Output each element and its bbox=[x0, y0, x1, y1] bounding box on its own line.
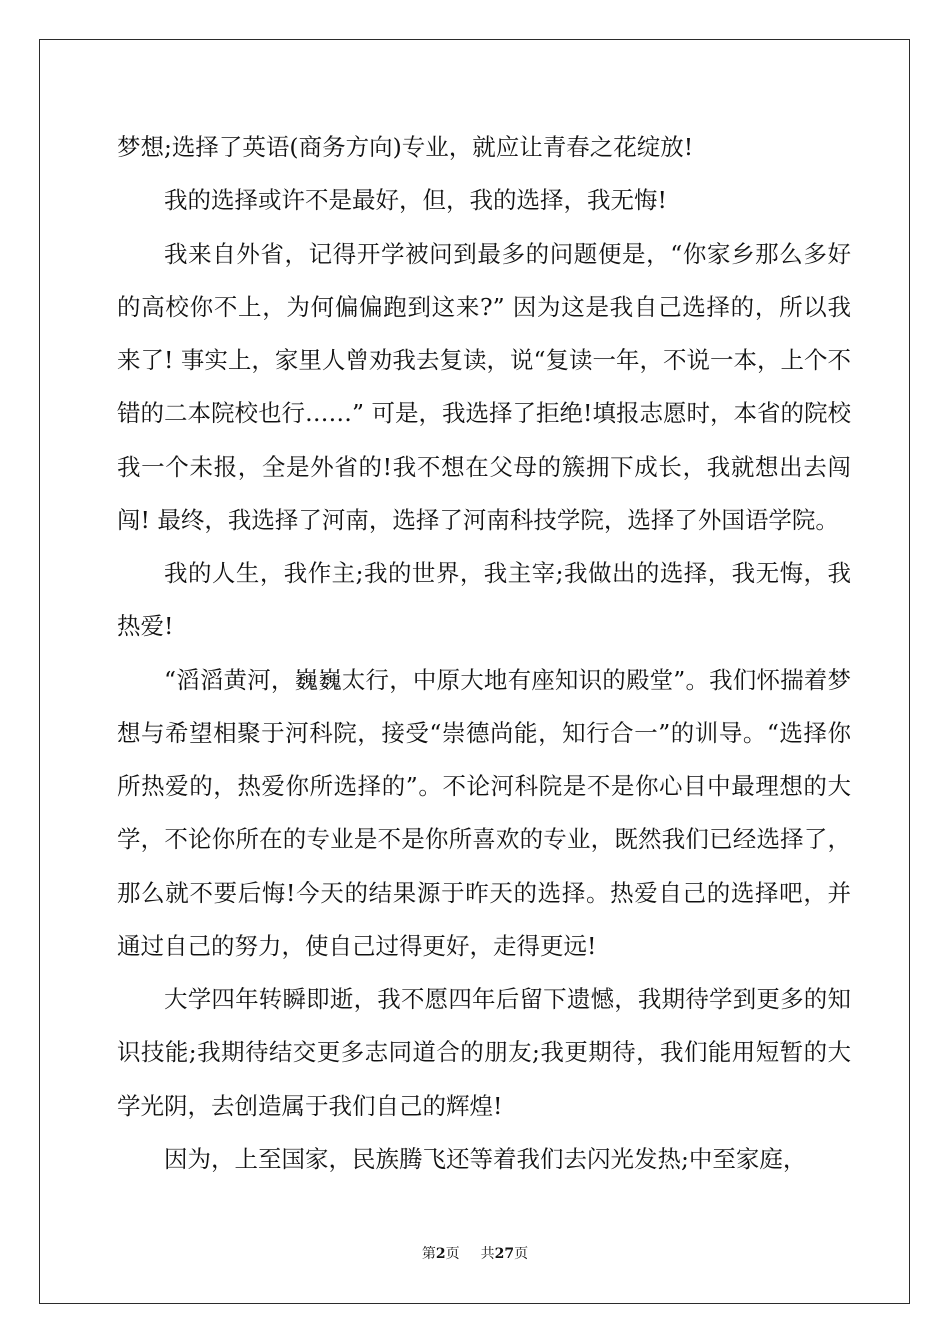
paragraph: 大学四年转瞬即逝，我不愿四年后留下遗憾，我期待学到更多的知识技能;我期待结交更多志同道合的朋友;我更期待，我们能用短暂的大学光阴，去创造属于我们自己的辉煌! bbox=[117, 985, 851, 1120]
page-label-suffix: 页 bbox=[445, 1246, 460, 1262]
total-label-suffix: 页 bbox=[514, 1246, 529, 1262]
total-label-prefix: 共 bbox=[480, 1246, 495, 1262]
document-body bbox=[117, 121, 851, 1186]
page-label-prefix: 第 bbox=[421, 1246, 436, 1262]
paragraph: 我来自外省，记得开学被问到最多的问题便是，“你家乡那么多好的高校你不上，为何偏偏跑到这来?” 因为这是我自己选择的，所以我来了! 事实上，家里人曾劝我去复读，说“复读一年，不说一本，上个不错的二本院校也行……” 可是，我选择了拒绝!填报志愿时，本省的院校我一个未报，全是外省的!我不想在父母的簇拥下成长，我就想出去闯闯! 最终，我选择了河南，选择了河南科技学院，选择了外国语学院。 bbox=[117, 239, 851, 534]
page-footer bbox=[0, 1243, 950, 1263]
paragraph: “滔滔黄河，巍巍太行，中原大地有座知识的殿堂”。我们怀揣着梦想与希望相聚于河科院，接受“崇德尚能，知行合一”的训导。“选择你所热爱的，热爱你所选择的”。不论河科院是不是你心目中最理想的大学，不论你所在的专业是不是你所喜欢的专业，既然我们已经选择了，那么就不要后悔!今天的结果源于昨天的选择。热爱自己的选择吧，并通过自己的努力，使自己过得更好，走得更远! bbox=[117, 665, 851, 960]
page-number: 2 bbox=[435, 1246, 446, 1262]
paragraph: 我的选择或许不是最好，但，我的选择，我无悔! bbox=[164, 186, 667, 215]
total-pages: 27 bbox=[494, 1246, 515, 1262]
paragraph: 因为，上至国家，民族腾飞还等着我们去闪光发热;中至家庭， bbox=[164, 1144, 807, 1173]
paragraph: 梦想;选择了英语(商务方向)专业，就应让青春之花绽放! bbox=[117, 133, 694, 161]
paragraph: 我的人生，我作主;我的世界，我主宰;我做出的选择，我无悔，我热爱! bbox=[117, 559, 851, 641]
